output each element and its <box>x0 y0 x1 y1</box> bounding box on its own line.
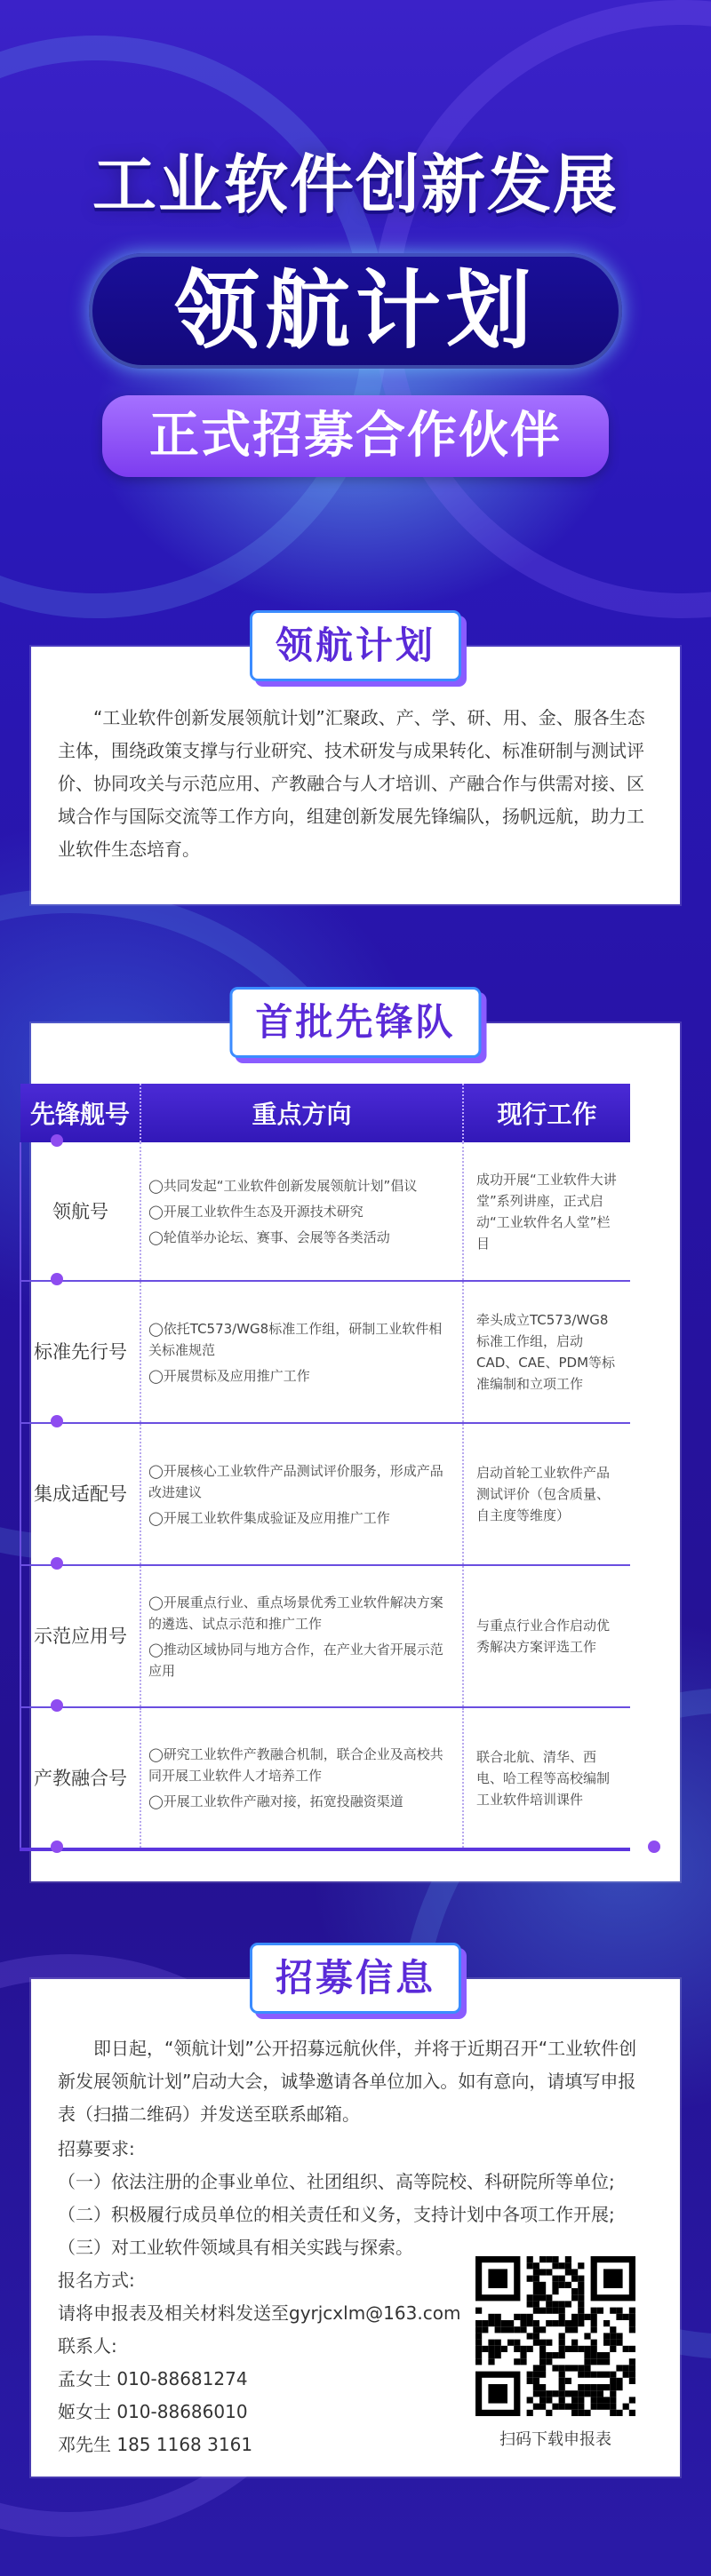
hero-ribbon <box>89 253 622 369</box>
focus-item: ◯轮值举办论坛、赛事、会展等各类活动 <box>148 1228 390 1245</box>
focus-cell <box>140 1423 463 1565</box>
col-header-focus: 重点方向 <box>140 1084 463 1142</box>
contact-item: 孟女士 010-88681274 <box>58 2368 248 2389</box>
requirements-title: 招募要求: <box>58 2138 135 2159</box>
table-row <box>20 1423 630 1565</box>
intro-card <box>31 624 680 904</box>
focus-item: ◯开展贯标及应用推广工作 <box>148 1367 310 1384</box>
method-text: 请将申报表及相关材料发送至gyrjcxlm@163.com <box>58 2302 461 2324</box>
table-row <box>20 1565 630 1707</box>
focus-item: ◯开展工业软件生态及开源技术研究 <box>148 1203 363 1220</box>
ship-name: 标准先行号 <box>20 1281 140 1423</box>
focus-item: ◯开展工业软件集成验证及应用推广工作 <box>148 1509 390 1526</box>
pioneers-heading-box <box>232 990 478 1055</box>
divider-dot <box>51 1134 63 1147</box>
intro-heading: 领航计划 <box>275 624 436 667</box>
divider-dot <box>51 1557 63 1570</box>
col-header-work: 现行工作 <box>463 1084 630 1142</box>
requirement-item: （三）对工业软件领域具有相关实践与探索。 <box>58 2237 413 2258</box>
focus-cell <box>140 1707 463 1849</box>
divider-dot <box>51 1415 63 1427</box>
hero <box>0 0 711 604</box>
work-cell: 与重点行业合作启动优秀解决方案评选工作 <box>463 1565 630 1707</box>
hero-ribbon-text: 领航计划 <box>174 261 537 361</box>
col-header-ship: 先锋舰号 <box>20 1084 140 1142</box>
contact-title: 联系人: <box>58 2335 117 2357</box>
hero-subtitle-pill <box>102 395 609 477</box>
requirement-item: （一）依法注册的企事业单位、社团组织、高等院校、科研院所等单位; <box>58 2171 615 2192</box>
qr-caption: 扫码下载申报表 <box>499 2430 611 2449</box>
requirement-item: （二）积极履行成员单位的相关责任和义务，支持计划中各项工作开展; <box>58 2204 615 2225</box>
divider-dot <box>648 1841 660 1853</box>
qr-block <box>467 2256 644 2450</box>
focus-item: ◯共同发起“工业软件创新发展领航计划”倡议 <box>148 1177 418 1194</box>
hero-title: 工业软件创新发展 <box>92 147 619 222</box>
hero-subtitle: 正式招募合作伙伴 <box>149 407 562 465</box>
table-row <box>20 1281 630 1423</box>
contact-item: 邓先生 185 1168 3161 <box>58 2434 253 2455</box>
contact-item: 姬女士 010-88686010 <box>58 2401 248 2422</box>
ship-name: 领航号 <box>20 1142 140 1281</box>
divider-dot <box>51 1273 63 1285</box>
work-cell: 联合北航、清华、西电、哈工程等高校编制工业软件培训课件 <box>463 1707 630 1849</box>
focus-cell <box>140 1565 463 1707</box>
divider-dot <box>51 1841 63 1853</box>
divider-dot <box>51 1699 63 1712</box>
work-cell: 牵头成立TC573/WG8标准工作组，启动CAD、CAE、PDM等标准编制和立项工作 <box>463 1281 630 1423</box>
method-title: 报名方式: <box>58 2270 135 2291</box>
table-header-row <box>20 1084 630 1142</box>
recruit-heading-box <box>252 1945 459 2011</box>
work-cell: 成功开展“工业软件大讲堂”系列讲座，正式启动“工业软件名人堂”栏目 <box>463 1142 630 1281</box>
table-row <box>20 1142 630 1281</box>
recruit-heading: 招募信息 <box>275 1956 436 2000</box>
table-row <box>20 1707 630 1849</box>
focus-cell <box>140 1281 463 1423</box>
focus-cell <box>140 1142 463 1281</box>
ship-name: 示范应用号 <box>20 1565 140 1707</box>
focus-item: ◯开展核心工业软件产品测试评价服务，形成产品改进建议 <box>148 1462 443 1500</box>
focus-item: ◯开展重点行业、重点场景优秀工业软件解决方案的遴选、试点示范和推广工作 <box>148 1594 443 1632</box>
intro-heading-box <box>252 613 459 679</box>
focus-item: ◯依托TC573/WG8标准工作组，研制工业软件相关标准规范 <box>148 1320 443 1358</box>
intro-text: “工业软件创新发展领航计划”汇聚政、产、学、研、用、金、服各生态主体，围绕政策支撑与行业研究、技术研发与成果转化、标准研制与测试评价、协同攻关与示范应用、产教融合与人才培训、产融合作与供需对接、区域合作与国际交流等工作方向，组建创新发展先锋编队，扬帆远航，助力工业软件生态培育。 <box>58 707 645 860</box>
focus-item: ◯开展工业软件产融对接，拓宽投融资渠道 <box>148 1793 403 1809</box>
ship-name: 产教融合号 <box>20 1707 140 1849</box>
ship-name: 集成适配号 <box>20 1423 140 1565</box>
focus-item: ◯研究工业软件产教融合机制，联合企业及高校共同开展工业软件人才培养工作 <box>148 1746 443 1784</box>
focus-item: ◯推动区域协同与地方合作，在产业大省开展示范应用 <box>148 1641 443 1679</box>
pioneers-heading: 首批先锋队 <box>255 1000 456 1044</box>
qr-code-icon[interactable] <box>475 2256 635 2416</box>
pioneers-table <box>20 1084 630 1851</box>
work-cell: 启动首轮工业软件产品测试评价（包含质量、自主度等维度） <box>463 1423 630 1565</box>
recruit-intro: 即日起，“领航计划”公开招募远航伙伴，并将于近期召开“工业软件创新发展领航计划”启动大会，诚挚邀请各单位加入。如有意向，请填写申报表（扫描二维码）并发送至联系邮箱。 <box>58 2038 637 2125</box>
